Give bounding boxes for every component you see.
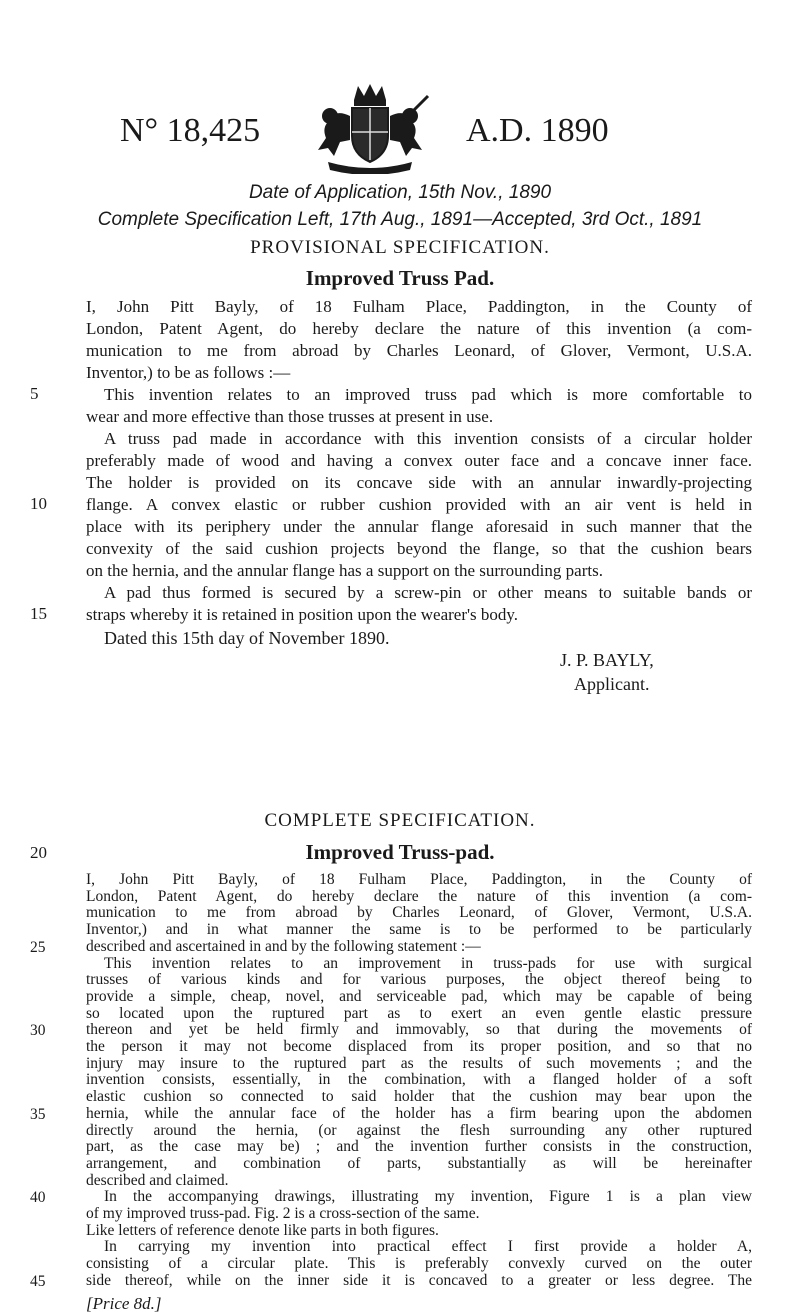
text-line: In carrying my invention into practical effect I first provide a holder A, <box>104 1238 752 1256</box>
complete-spec-date: Complete Specification Left, 17th Aug., 1891—Accepted, 3rd Oct., 1891 <box>97 209 703 230</box>
text-line: side thereof, while on the inner side it is concaved to a greater or less degree. The <box>86 1271 752 1289</box>
text-line: hernia, while the annular face of the holder has a firm bearing upon the abdomen <box>86 1104 752 1122</box>
text-line: so located upon the ruptured part as to exert an even gentle elastic pressure <box>86 1004 752 1022</box>
text-line: This invention relates to an improved truss pad which is more comfortable to <box>104 385 752 404</box>
text-line: Inventor,) to be as follows :— <box>86 363 291 382</box>
signature-role: Applicant. <box>574 674 650 694</box>
text-line: Inventor,) and in what manner the same is to be performed to be particularly <box>86 921 752 939</box>
line-number: 40 <box>30 1189 46 1207</box>
application-date: Date of Application, 15th Nov., 1890 <box>248 182 552 203</box>
patent-number: N° 18,425 <box>120 112 261 149</box>
text-line: I, John Pitt Bayly, of 18 Fulham Place, Paddington, in the County of <box>86 297 752 316</box>
line-number: 25 <box>30 938 46 956</box>
text-line: preferably made of wood and having a convex outer face and a concave inner face. <box>86 451 752 470</box>
price: [Price 8d.] <box>86 1293 162 1313</box>
header <box>0 82 800 172</box>
text-line: arrangement, and combination of parts, substantially as will be hereinafter <box>86 1154 752 1172</box>
provisional-title: Improved Truss Pad. <box>305 266 495 290</box>
text-line: provide a simple, cheap, novel, and serviceable pad, which may be capable of being <box>86 987 752 1005</box>
text-line: Like letters of reference denote like parts in both figures. <box>86 1221 439 1239</box>
text-line: part, as the case may be) ; and the invention further consists in the construction, <box>86 1138 752 1156</box>
text-line: on the hernia, and the annular flange has a support on the surrounding parts. <box>86 561 603 580</box>
line-number: 45 <box>30 1272 46 1290</box>
text-line: described and claimed. <box>86 1171 229 1189</box>
text-line: described and ascertained in and by the following statement :— <box>86 937 481 955</box>
text-line: injury may insure to the ruptured part as the results of such movements ; and the <box>86 1054 752 1072</box>
dated-line: Dated this 15th day of November 1890. <box>104 628 390 648</box>
line-number: 10 <box>30 494 47 513</box>
royal-coat-of-arms-icon <box>304 82 436 174</box>
text-line: consisting of a circular plate. This is preferably convexly curved on the outer <box>86 1255 752 1273</box>
text-line: In the accompanying drawings, illustrating my invention, Figure 1 is a plan view <box>104 1188 752 1206</box>
text-line: munication to me from abroad by Charles Leonard, of Glover, Vermont, U.S.A. <box>86 904 752 922</box>
text-line: wear and more effective than those trusses at present in use. <box>86 407 494 426</box>
provisional-heading: PROVISIONAL SPECIFICATION. <box>250 237 550 258</box>
text-line: elastic cushion so connected to said holder that the cushion may bear upon the <box>86 1088 752 1106</box>
text-line: thereon and yet be held firmly and immovably, so that during the movements of <box>86 1021 752 1039</box>
text-line: A pad thus formed is secured by a screw-pin or other means to suitable bands or <box>104 583 752 602</box>
text-line: invention consists, essentially, in the combination, with a flanged holder of a soft <box>86 1071 752 1089</box>
text-line: London, Patent Agent, do hereby declare the nature of this invention (a com- <box>86 887 752 905</box>
text-line: The holder is provided on its concave side with an annular inwardly-projecting <box>86 473 752 492</box>
text-line: of my improved truss-pad. Fig. 2 is a cross-section of the same. <box>86 1205 480 1222</box>
complete-heading: COMPLETE SPECIFICATION. <box>264 810 536 831</box>
text-line: flange. A convex elastic or rubber cushion provided with an air vent is held in <box>86 495 752 514</box>
text-line: I, John Pitt Bayly, of 18 Fulham Place, Paddington, in the County of <box>86 871 752 888</box>
text-line: This invention relates to an improvement in truss-pads for use with surgical <box>104 954 752 972</box>
text-line: munication to me from abroad by Charles Leonard, of Glover, Vermont, U.S.A. <box>86 341 752 360</box>
signature: J. P. BAYLY, <box>560 650 654 670</box>
year: A.D. 1890 <box>466 112 609 149</box>
text-line: convexity of the said cushion projects beyond the flange, so that the cushion bears <box>86 539 752 558</box>
line-number: 5 <box>30 384 39 403</box>
text-line: trusses of various kinds and for various purposes, the object thereof being to <box>86 971 752 989</box>
line-number: 15 <box>30 604 47 623</box>
text-line: the person it may not become displaced from its proper position, and so that no <box>86 1038 752 1055</box>
complete-title: Improved Truss-pad. <box>305 840 495 864</box>
line-number: 35 <box>30 1105 46 1123</box>
line-number: 30 <box>30 1022 46 1040</box>
text-line: place with its periphery under the annular flange aforesaid in such manner that the <box>86 517 752 536</box>
text-line: A truss pad made in accordance with this invention consists of a circular holder <box>104 429 752 448</box>
text-line: London, Patent Agent, do hereby declare the nature of this invention (a com- <box>86 319 752 338</box>
line-number: 20 <box>30 843 47 862</box>
text-line: straps whereby it is retained in position upon the wearer's body. <box>86 605 519 624</box>
text-line: directly around the hernia, (or against the flesh surrounding any other ruptured <box>86 1121 752 1139</box>
